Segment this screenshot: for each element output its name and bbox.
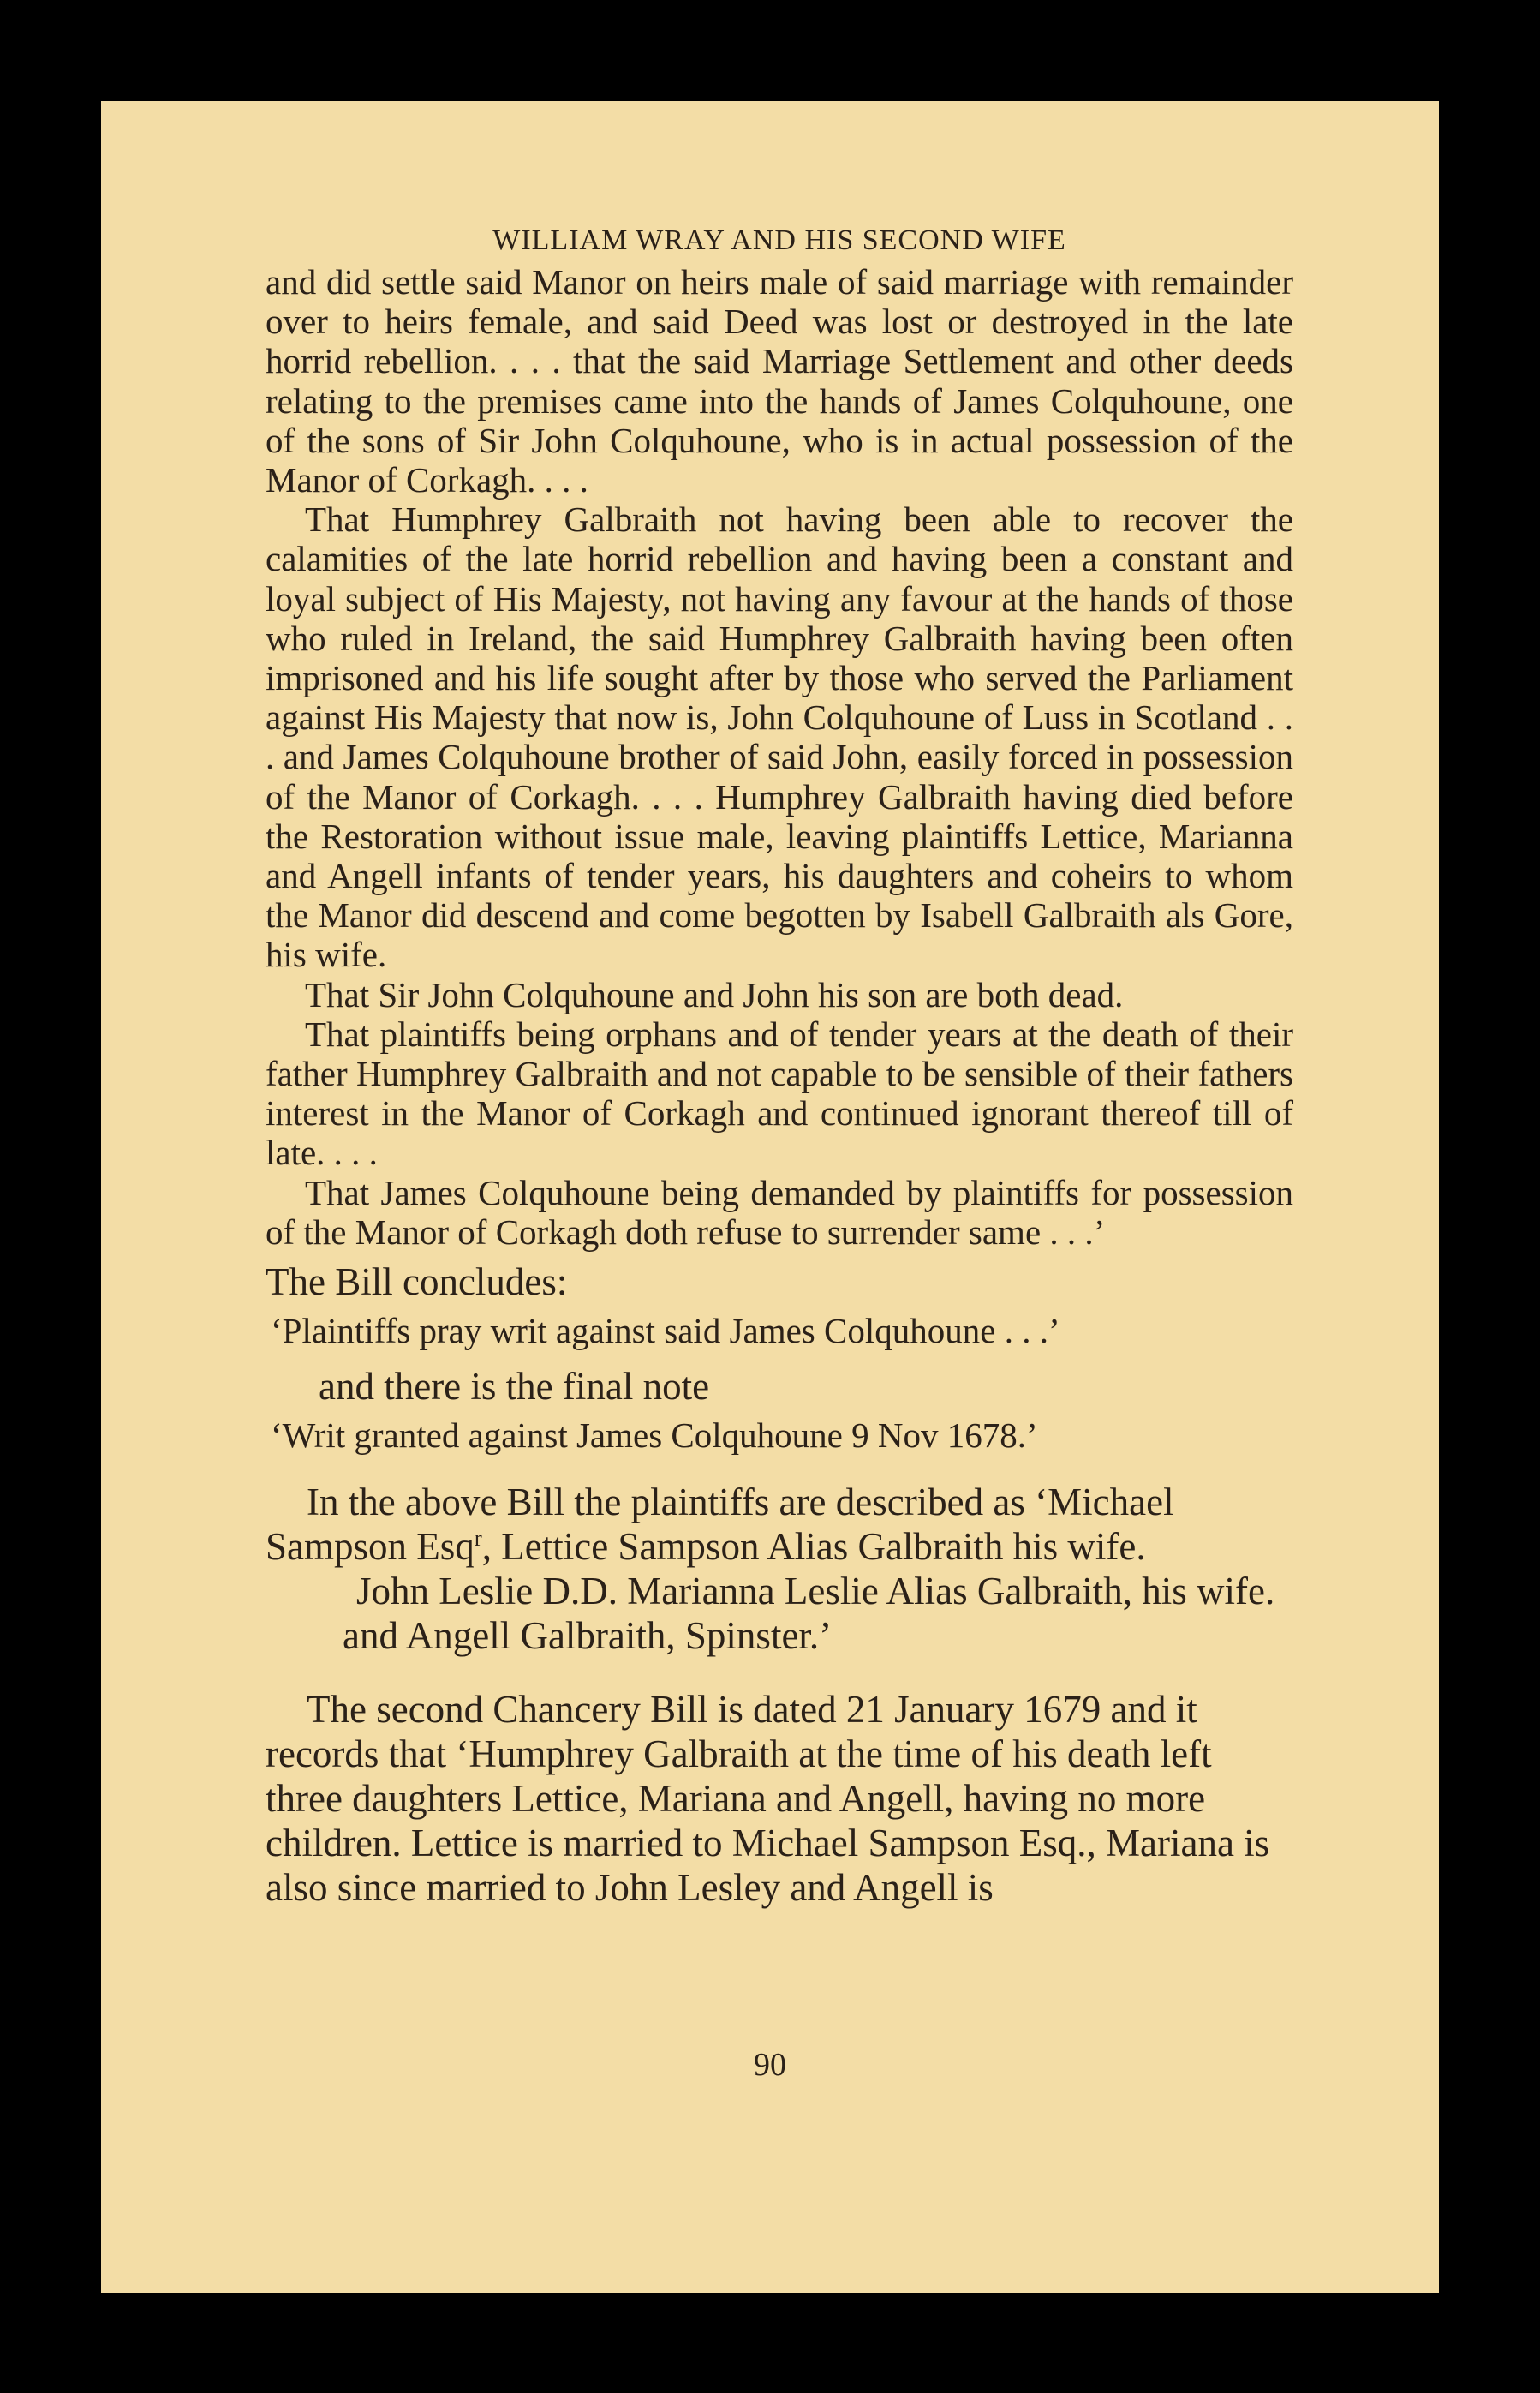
quote-paragraph: That plaintiffs being orphans and of tender years at the death of their father Humphrey Galbraith and not capable to be sensible of their fathers interest in the Manor of Corkagh and continued ignorant thereof till of late. . . . bbox=[266, 1014, 1293, 1173]
text-block bbox=[266, 221, 1293, 1910]
running-head: WILLIAM WRAY AND HIS SECOND WIFE bbox=[492, 224, 1066, 256]
plaintiffs-description-line-2: John Leslie D.D. Marianna Leslie Alias Galbraith, his wife. bbox=[356, 1570, 1275, 1613]
final-note-lead: and there is the final note bbox=[319, 1365, 710, 1409]
chancery-bill-quote bbox=[266, 262, 1293, 1252]
plaintiffs-description bbox=[266, 1480, 1293, 1569]
body-text bbox=[266, 1480, 1293, 1910]
book-page bbox=[101, 101, 1439, 2293]
second-bill-paragraph: The second Chancery Bill is dated 21 January 1679 and it records that ‘Humphrey Galbraith at the time of his death left three daughters Lettice, Mariana and Angell, having no more children. Lettice is married to Michael Sampson Esq., Mariana is also since married to John Lesley and Angell is bbox=[266, 1688, 1270, 1910]
quote-paragraph: That James Colquhoune being demanded by plaintiffs for possession of the Manor of Corkagh doth refuse to surrender same . . .’ bbox=[266, 1172, 1293, 1252]
quote-paragraph: and did settle said Manor on heirs male of said marriage with remainder over to heirs female, and said Deed was lost or destroyed in the late horrid rebellion. . . . that the said Marriage Settlement and other deeds relating to the premises came into the hands of James Colquhoune, one of the sons of Sir John Colquhoune, who is in actual possession of the Manor of Corkagh. . . . bbox=[266, 262, 1293, 500]
description-text: , Lettice Sampson Alias Galbraith his wife. bbox=[481, 1525, 1146, 1569]
final-note-quote: ‘Writ granted against James Colquhoune 9 Nov 1678.’ bbox=[271, 1415, 1038, 1456]
conclusion-heading: The Bill concludes: bbox=[266, 1260, 568, 1304]
quote-paragraph: That Humphrey Galbraith not having been able to recover the calamities of the late horrid rebellion and having been a constant and loyal subject of His Majesty, not having any favour at the hands of those who ruled in Ireland, the said Humphrey Galbraith having been often imprisoned and his life sought after by those who served the Parliament against His Majesty that now is, John Colquhoune of Luss in Scotland . . . and James Colquhoune brother of said John, easily forced in possession of the Manor of Corkagh. . . . Humphrey Galbraith having died before the Restoration without issue male, leaving plaintiffs Lettice, Marianna and Angell infants of tender years, his daughters and coheirs to whom the Manor did descend and come begotten by Isabell Galbraith als Gore, his wife. bbox=[266, 500, 1293, 975]
plaintiffs-description-line-3: and Angell Galbraith, Spinster.’ bbox=[343, 1614, 833, 1658]
description-text: In the above Bill the plaintiffs are described as ‘Michael Sampson Esq bbox=[266, 1481, 1174, 1569]
quote-paragraph: That Sir John Colquhoune and John his son are both dead. bbox=[305, 974, 1124, 1014]
page-number: 90 bbox=[754, 2047, 786, 2083]
superscript-r: r bbox=[474, 1525, 482, 1552]
conclusion-quote: ‘Plaintiffs pray writ against said James Colquhoune . . .’ bbox=[271, 1311, 1060, 1351]
